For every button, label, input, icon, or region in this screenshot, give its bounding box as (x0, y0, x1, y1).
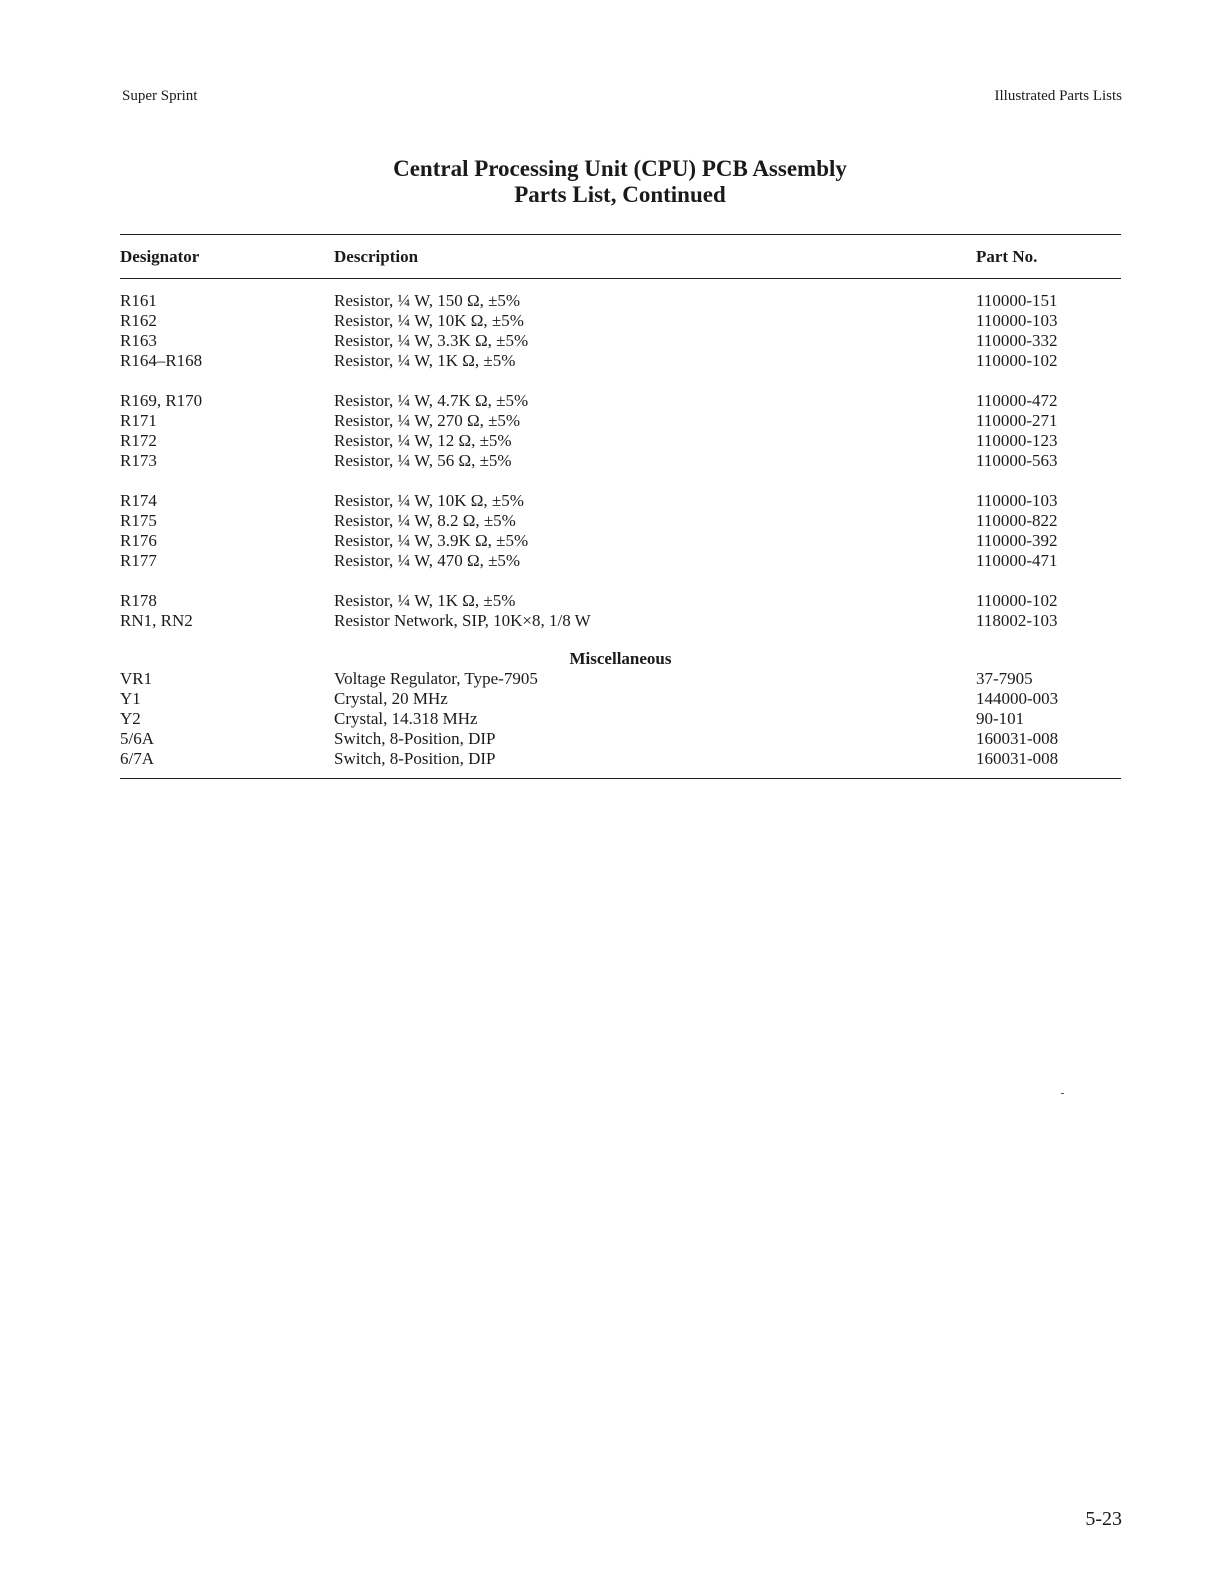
cell-designator: R161 (120, 291, 157, 310)
table-row (120, 611, 1121, 631)
cell-designator: VR1 (120, 669, 153, 688)
cell-part-no: 160031-008 (976, 729, 1059, 748)
cell-part-no: 110000-271 (976, 411, 1058, 430)
misc-section-heading: Miscellaneous (569, 649, 672, 668)
cell-designator: R175 (120, 511, 157, 530)
cell-description: Resistor, ¼ W, 56 Ω, ±5% (334, 451, 512, 470)
cell-part-no: 118002-103 (976, 611, 1058, 630)
cell-description: Resistor, ¼ W, 270 Ω, ±5% (334, 411, 521, 430)
table-header (120, 235, 1121, 278)
cell-description: Switch, 8-Position, DIP (334, 729, 496, 748)
cell-designator: R169, R170 (120, 391, 203, 410)
cell-description: Switch, 8-Position, DIP (334, 749, 496, 768)
cell-designator: R173 (120, 451, 157, 470)
cell-part-no: 144000-003 (976, 689, 1059, 708)
row-group (120, 391, 1121, 471)
cell-part-no: 110000-471 (976, 551, 1058, 570)
table-row (120, 291, 1121, 311)
cell-description: Resistor, ¼ W, 3.3K Ω, ±5% (334, 331, 529, 350)
cell-designator: R172 (120, 431, 157, 450)
cell-description: Resistor, ¼ W, 8.2 Ω, ±5% (334, 511, 516, 530)
table-row (120, 749, 1121, 769)
cell-designator: Y1 (120, 689, 141, 708)
cell-description: Resistor, ¼ W, 3.9K Ω, ±5% (334, 531, 529, 550)
row-group (120, 291, 1121, 371)
cell-description: Resistor, ¼ W, 12 Ω, ±5% (334, 431, 512, 450)
running-head-right: Illustrated Parts Lists (994, 88, 1122, 104)
cell-part-no: 110000-103 (976, 491, 1058, 510)
cell-description: Crystal, 20 MHz (334, 689, 448, 708)
cell-part-no: 110000-472 (976, 391, 1058, 410)
table-row (120, 311, 1121, 331)
cell-designator: R177 (120, 551, 157, 570)
table-bottom-rule (120, 778, 1121, 779)
parts-table (120, 234, 1121, 779)
cell-designator: R178 (120, 591, 157, 610)
cell-designator: RN1, RN2 (120, 611, 193, 630)
cell-description: Resistor, ¼ W, 1K Ω, ±5% (334, 351, 516, 370)
table-row (120, 591, 1121, 611)
cell-description: Voltage Regulator, Type-7905 (334, 669, 538, 688)
table-row (120, 729, 1121, 749)
cell-designator: 5/6A (120, 729, 154, 748)
table-row (120, 391, 1121, 411)
table-row (120, 331, 1121, 351)
running-head-left: Super Sprint (122, 88, 198, 104)
table-row (120, 491, 1121, 511)
table-row (120, 669, 1121, 689)
cell-designator: R163 (120, 331, 157, 350)
cell-part-no: 110000-123 (976, 431, 1058, 450)
cell-designator: 6/7A (120, 749, 154, 768)
column-header-description: Description (334, 247, 419, 266)
row-group (120, 591, 1121, 631)
cell-description: Resistor, ¼ W, 150 Ω, ±5% (334, 291, 521, 310)
table-row (120, 431, 1121, 451)
cell-description: Resistor, ¼ W, 1K Ω, ±5% (334, 591, 516, 610)
cell-designator: Y2 (120, 709, 141, 728)
table-row (120, 411, 1121, 431)
table-row (120, 709, 1121, 729)
column-header-part-no: Part No. (976, 247, 1038, 266)
page-number: 5-23 (1085, 1508, 1122, 1530)
table-row (120, 689, 1121, 709)
cell-designator: R162 (120, 311, 157, 330)
cell-description: Resistor Network, SIP, 10K×8, 1/8 W (334, 611, 591, 630)
cell-part-no: 110000-822 (976, 511, 1058, 530)
cell-part-no: 110000-563 (976, 451, 1058, 470)
row-group (120, 491, 1121, 571)
table-row (120, 531, 1121, 551)
table-row (120, 511, 1121, 531)
cell-description: Resistor, ¼ W, 10K Ω, ±5% (334, 311, 524, 330)
title-line-2: Parts List, Continued (514, 182, 726, 207)
cell-description: Resistor, ¼ W, 470 Ω, ±5% (334, 551, 521, 570)
scan-speck (1061, 1093, 1064, 1094)
cell-description: Crystal, 14.318 MHz (334, 709, 478, 728)
cell-description: Resistor, ¼ W, 10K Ω, ±5% (334, 491, 524, 510)
cell-designator: R164–R168 (120, 351, 203, 370)
table-row (120, 351, 1121, 371)
cell-part-no: 90-101 (976, 709, 1025, 728)
cell-part-no: 110000-103 (976, 311, 1058, 330)
cell-description: Resistor, ¼ W, 4.7K Ω, ±5% (334, 391, 529, 410)
cell-designator: R171 (120, 411, 157, 430)
cell-part-no: 110000-392 (976, 531, 1058, 550)
cell-designator: R176 (120, 531, 157, 550)
title-line-1: Central Processing Unit (CPU) PCB Assembly (393, 156, 847, 181)
cell-part-no: 160031-008 (976, 749, 1059, 768)
cell-part-no: 37-7905 (976, 669, 1033, 688)
cell-part-no: 110000-332 (976, 331, 1058, 350)
cell-part-no: 110000-102 (976, 591, 1058, 610)
table-row (120, 451, 1121, 471)
cell-part-no: 110000-102 (976, 351, 1058, 370)
table-row (120, 551, 1121, 571)
column-header-designator: Designator (120, 247, 200, 266)
page-title (0, 156, 1224, 208)
table-body (120, 279, 1121, 778)
cell-part-no: 110000-151 (976, 291, 1058, 310)
cell-designator: R174 (120, 491, 157, 510)
